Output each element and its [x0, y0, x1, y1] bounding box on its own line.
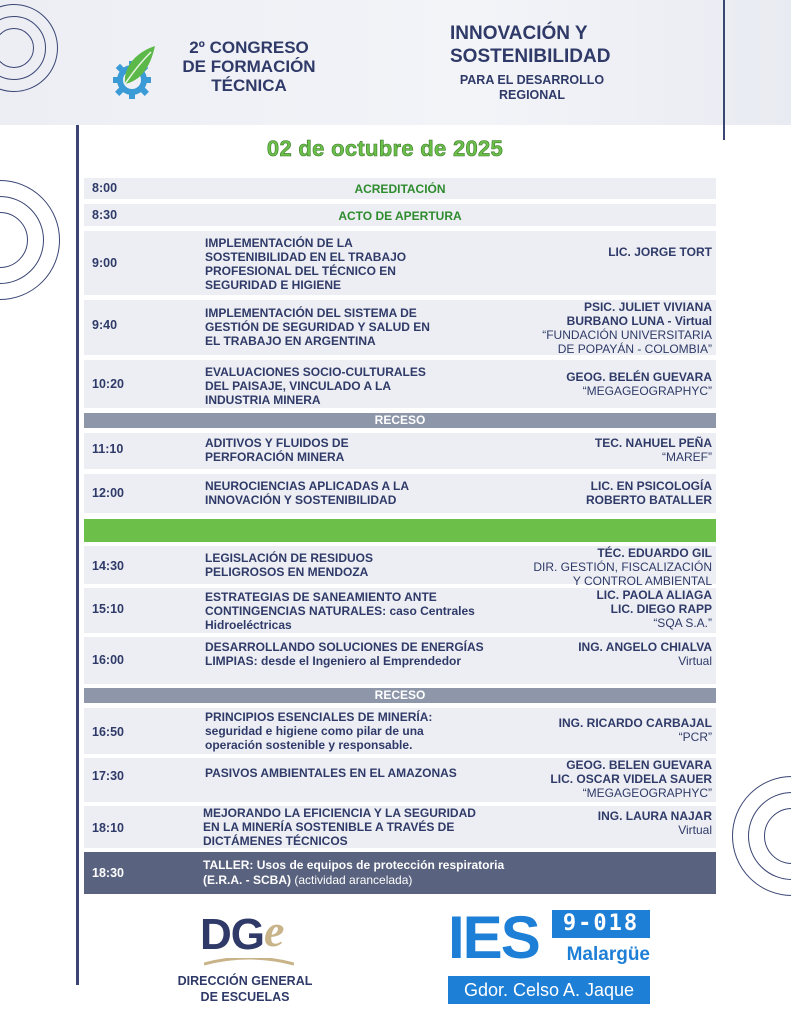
row-time: 8:00 — [92, 181, 118, 195]
speaker-name: LIC. EN PSICOLOGÍA — [590, 479, 712, 493]
topic-line: PELIGROSOS EN MENDOZA — [205, 565, 369, 579]
theme-line-1: INNOVACIÓN Y — [450, 23, 588, 44]
theme-subtitle — [452, 73, 612, 103]
row-topic — [205, 436, 465, 464]
speaker-affiliation: “SQA S.A.” — [653, 616, 712, 630]
row-speaker — [482, 640, 712, 668]
topic-line: ADITIVOS Y FLUIDOS DE — [205, 436, 349, 450]
theme-title — [450, 22, 640, 68]
speaker-name: GEOG. BELÉN GUEVARA — [566, 370, 712, 384]
schedule-row — [84, 637, 716, 684]
schedule-row — [84, 546, 716, 588]
topic-line: DEL PAISAJE, VINCULADO A LA — [205, 379, 392, 393]
row-speaker — [482, 300, 712, 356]
workshop-equipment: (E.R.A. - SCBA) — [203, 873, 291, 887]
congress-line-3: TÉCNICA — [211, 76, 287, 95]
dge-swoosh-icon — [204, 958, 294, 968]
recess-bar: RECESO — [84, 413, 716, 428]
topic-line: MEJORANDO LA EFICIENCIA Y LA SEGURIDAD — [203, 806, 476, 820]
speaker-name: TEC. NAHUEL PEÑA — [594, 436, 712, 450]
schedule-row — [84, 588, 716, 633]
schedule-row — [84, 300, 716, 355]
speaker-affiliation: Virtual — [678, 823, 712, 837]
topic-line: operación sostenible y responsable. — [205, 738, 413, 752]
ies-mark: IES — [448, 904, 539, 971]
congress-line-2: DE FORMACIÓN — [182, 57, 316, 76]
row-label: ACTO DE APERTURA — [338, 209, 462, 223]
schedule-row — [84, 474, 716, 513]
row-speaker — [482, 809, 712, 837]
topic-line: IMPLEMENTACIÓN DEL SISTEMA DE — [205, 306, 417, 320]
row-time: 10:20 — [92, 377, 124, 391]
topic-line: PROFESIONAL DEL TÉCNICO EN — [205, 264, 396, 278]
topic-line: LEGISLACIÓN DE RESIDUOS — [205, 551, 374, 565]
workshop-note: (actividad arancelada) — [291, 873, 413, 887]
row-time: 15:10 — [92, 602, 124, 616]
lunch-break-bar — [84, 519, 716, 542]
schedule-row — [84, 231, 716, 295]
right-divider — [723, 0, 725, 140]
topic-line: SOSTENIBILIDAD EN EL TRABAJO — [205, 250, 407, 264]
dge-e: e — [264, 905, 285, 956]
topic-line: IMPLEMENTACIÓN DE LA — [205, 236, 353, 250]
ies-city: Malargüe — [566, 944, 650, 965]
topic-line: Hidroeléctricas — [205, 618, 292, 632]
speaker-name: ING. ANGELO CHIALVA — [578, 640, 712, 654]
workshop-row — [84, 852, 716, 894]
row-time: 16:50 — [92, 725, 124, 739]
topic-line: seguridad e higiene como pilar de una — [205, 724, 424, 738]
speaker-name: ING. RICARDO CARBAJAL — [558, 716, 712, 730]
workshop-title: TALLER: Usos de equipos de protección respiratoria — [203, 858, 505, 872]
congress-title — [174, 38, 324, 95]
speaker-name: LIC. PAOLA ALIAGA — [596, 588, 712, 602]
row-topic — [205, 306, 465, 348]
topic-line: EL TRABAJO EN ARGENTINA — [205, 334, 376, 348]
schedule-row — [84, 758, 716, 802]
speaker-affiliation: “PCR” — [678, 730, 712, 744]
row-speaker — [482, 370, 712, 398]
topic-line: PASIVOS AMBIENTALES EN EL AMAZONAS — [205, 766, 457, 780]
row-topic — [205, 710, 505, 752]
ies-number: 9-018 — [552, 910, 650, 938]
congress-line-1: 2º CONGRESO — [189, 38, 309, 57]
speaker-name: LIC. OSCAR VIDELA SAUER — [550, 772, 712, 786]
row-time: 8:30 — [92, 208, 118, 222]
speaker-affiliation: “MEGAGEOGRAPHYC” — [582, 786, 712, 800]
speaker-affiliation: Y CONTROL AMBIENTAL — [572, 574, 712, 588]
ies-name: Gdor. Celso A. Jaque — [448, 976, 650, 1004]
speaker-affiliation: “MEGAGEOGRAPHYC” — [582, 384, 712, 398]
speaker-name: PSIC. JULIET VIVIANA — [583, 300, 712, 314]
row-speaker — [482, 479, 712, 507]
topic-line: DICTÁMENES TÉCNICOS — [203, 834, 348, 848]
row-speaker — [482, 546, 712, 588]
topic-line: EVALUACIONES SOCIO-CULTURALES — [205, 365, 426, 379]
row-time: 9:40 — [92, 318, 118, 332]
topic-line: NEUROCIENCIAS APLICADAS A LA — [205, 479, 410, 493]
row-time: 18:10 — [92, 821, 124, 835]
row-time: 16:00 — [92, 653, 124, 667]
row-speaker — [482, 758, 712, 800]
topic-line: INDUSTRIA MINERA — [205, 393, 321, 407]
topic-line: PERFORACIÓN MINERA — [205, 450, 345, 464]
speaker-name: GEOG. BELEN GUEVARA — [566, 758, 712, 772]
topic-line: CONTINGENCIAS NATURALES: caso Centrales — [205, 604, 475, 618]
speaker-affiliation: Virtual — [678, 654, 712, 668]
dge-letters: DG — [200, 910, 264, 959]
row-time: 11:10 — [92, 442, 124, 456]
dge-name-line-1: DIRECCIÓN GENERAL — [177, 974, 313, 988]
speaker-affiliation: DIR. GESTIÓN, FISCALIZACIÓN — [533, 560, 712, 574]
topic-line: DESARROLLANDO SOLUCIONES DE ENERGÍAS — [205, 640, 484, 654]
schedule-row-accreditation — [84, 178, 716, 199]
workshop-time: 18:30 — [92, 866, 124, 880]
row-speaker — [482, 245, 712, 259]
theme-line-2: SOSTENIBILIDAD — [450, 46, 611, 67]
row-speaker — [482, 588, 712, 630]
schedule-row-opening — [84, 204, 716, 226]
dge-name-line-2: DE ESCUELAS — [200, 990, 290, 1004]
theme-sub-line-2: REGIONAL — [499, 88, 565, 102]
row-time: 14:30 — [92, 559, 124, 573]
row-topic — [203, 806, 523, 848]
timeline-line — [76, 125, 79, 985]
schedule-row — [84, 708, 716, 754]
workshop-detail — [203, 873, 663, 888]
dge-logo — [200, 905, 295, 968]
topic-line: INNOVACIÓN Y SOSTENIBILIDAD — [205, 493, 397, 507]
recess-bar: RECESO — [84, 688, 716, 703]
speaker-affiliation: “FUNDACIÓN UNIVERSITARIA — [542, 328, 712, 342]
speaker-name: BURBANO LUNA - Virtual — [566, 314, 712, 328]
ies-logo — [448, 904, 650, 1006]
speaker-name: LIC. JORGE TORT — [608, 245, 712, 259]
row-topic — [205, 479, 465, 507]
row-time: 12:00 — [92, 486, 124, 500]
row-speaker — [482, 716, 712, 744]
row-time: 17:30 — [92, 769, 124, 783]
row-label: ACREDITACIÓN — [354, 182, 446, 196]
speaker-name: TÉC. EDUARDO GIL — [597, 546, 712, 560]
row-topic — [205, 365, 465, 407]
row-speaker — [482, 436, 712, 464]
topic-line: EN LA MINERÍA SOSTENIBLE A TRAVÉS DE — [203, 820, 455, 834]
topic-line: GESTIÓN DE SEGURIDAD Y SALUD EN — [205, 320, 430, 334]
event-date: 02 de octubre de 2025 — [266, 136, 504, 161]
gear-leaf-logo-icon — [103, 44, 161, 102]
topic-line: PRINCIPIOS ESENCIALES DE MINERÍA: — [205, 710, 433, 724]
speaker-name: LIC. DIEGO RAPP — [610, 602, 712, 616]
schedule-row — [84, 433, 716, 469]
speaker-name: ROBERTO BATALLER — [586, 493, 712, 507]
topic-line: LIMPIAS: desde el Ingeniero al Emprendedor — [205, 654, 462, 668]
speaker-name: ING. LAURA NAJAR — [597, 809, 712, 823]
row-topic — [205, 766, 525, 780]
row-topic — [205, 551, 465, 579]
topic-line: SEGURIDAD E HIGIENE — [205, 278, 342, 292]
row-topic — [205, 236, 465, 292]
row-time: 9:00 — [92, 256, 118, 270]
dge-name — [170, 973, 320, 1005]
workshop-description — [203, 858, 663, 888]
schedule-row — [84, 806, 716, 848]
theme-sub-line-1: PARA EL DESARROLLO — [459, 73, 605, 87]
schedule-row — [84, 360, 716, 408]
topic-line: ESTRATEGIAS DE SANEAMIENTO ANTE — [205, 590, 437, 604]
speaker-affiliation: DE POPAYÁN - COLOMBIA” — [557, 342, 712, 356]
speaker-affiliation: “MAREF” — [662, 450, 712, 464]
